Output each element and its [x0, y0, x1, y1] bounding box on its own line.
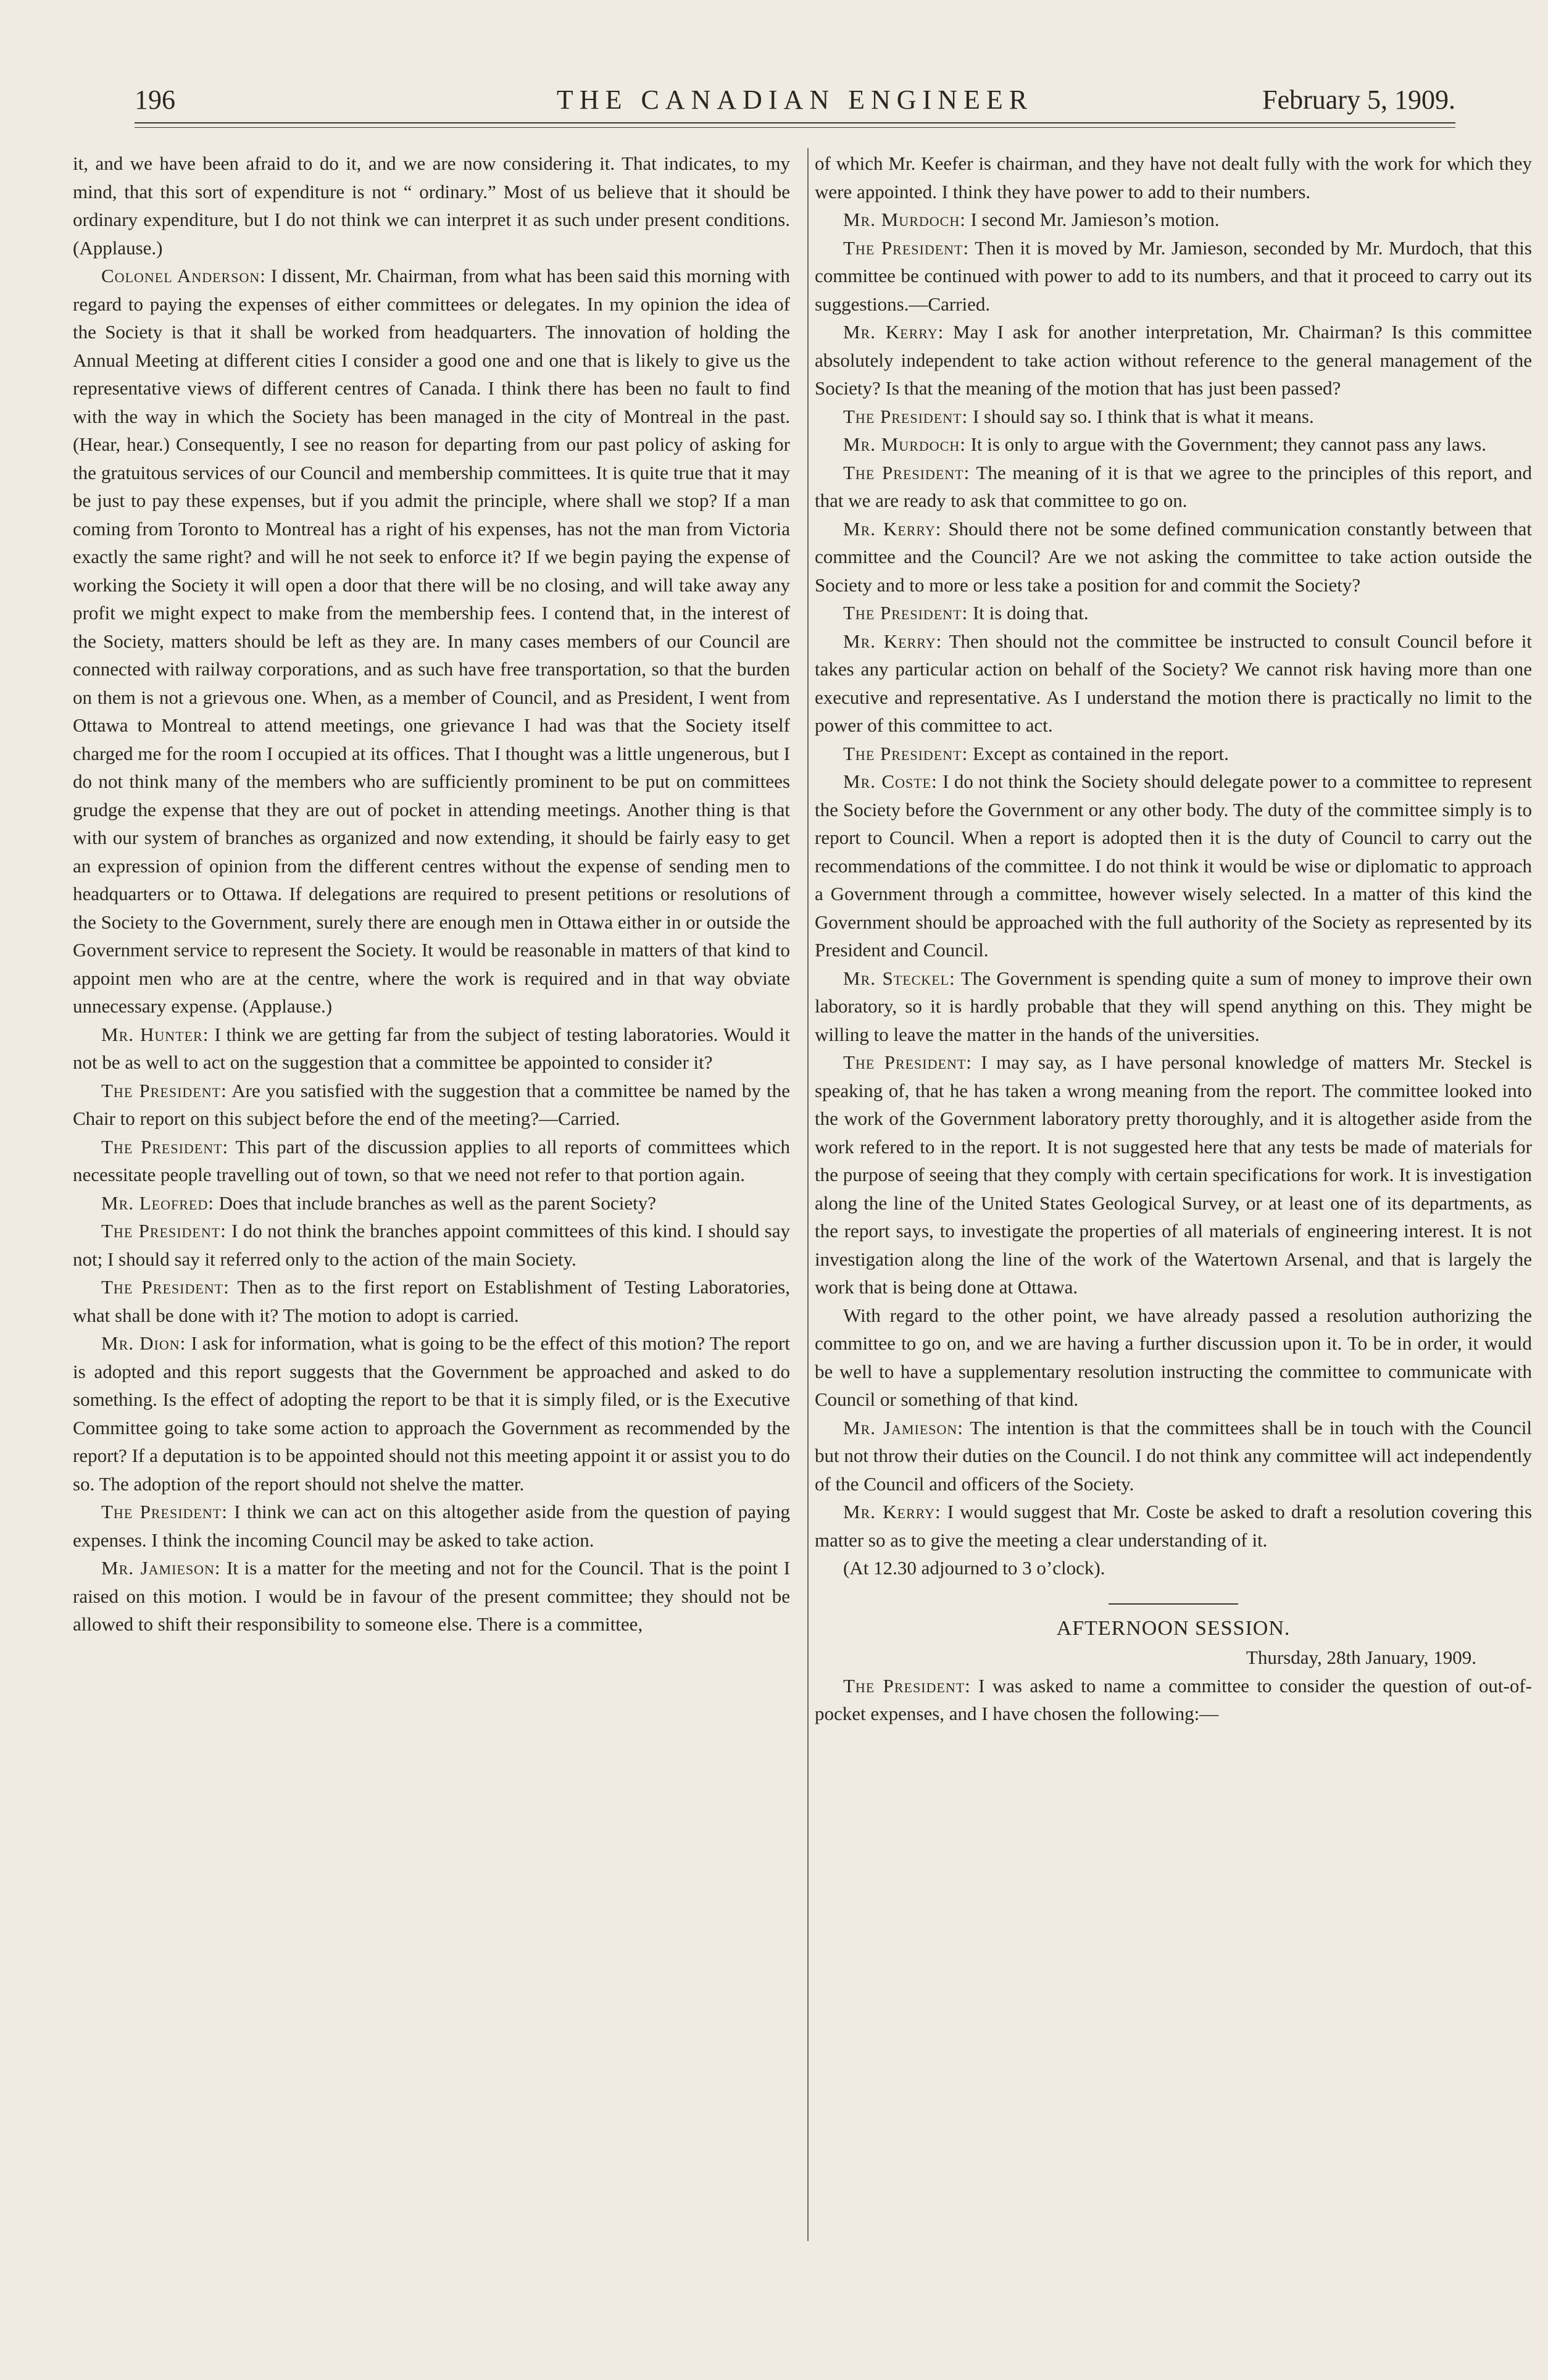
paragraph-text: it, and we have been afraid to do it, and we are now considering it. That indicates, to my mind, that this sort of expenditure is not “ ordinary.” Most of us believe that it should be ordinary expenditure, but I do not think we can interpret it as such under present conditions. (Applause.): [73, 152, 790, 259]
speaker-name: Mr. Hunter:: [101, 1023, 209, 1045]
page-header: [135, 79, 1455, 123]
paragraph: [73, 1498, 790, 1554]
speaker-name: Mr. Kerry:: [843, 630, 943, 652]
paragraph-text: I would suggest that Mr. Coste be asked to draft a resolution covering this matter so as to give the meeting a clear understanding of it.: [815, 1501, 1532, 1551]
speaker-name: The President:: [843, 405, 968, 427]
paragraph: [815, 234, 1532, 319]
paragraph: [815, 627, 1532, 740]
speaker-name: Mr. Murdoch:: [843, 209, 966, 230]
paragraph-text: With regard to the other point, we have already passed a resolution authorizing the committee to go on, and we are having a further discussion upon it. To be in order, it would be well to have a supplementary resolution instructing the committee to communicate with Council or something of that kind.: [815, 1304, 1532, 1410]
paragraph: [815, 1672, 1532, 1728]
speaker-name: The President:: [101, 1220, 227, 1242]
session-date: Thursday, 28th January, 1909.: [1246, 1647, 1476, 1668]
paragraph: [815, 767, 1532, 964]
paragraph-text: I ask for information, what is going to be the effect of this motion? The report is adopted and this report suggests that the Government be approached and asked to do something. Is the effect of adopting the report to be that it is simply filed, or is the Executive Committee going to take some action to approach the Government as recommended by the report? If a deputation is to be appointed should not this meeting appoint it or assist you to do so. The adoption of the report should not shelve the matter.: [73, 1332, 790, 1495]
paragraph: [73, 1273, 790, 1329]
paragraph-text: The Government is spending quite a sum of money to improve their own laboratory, so it is hardly probable that they will spend anything on this. They might be willing to leave the matter in the hands of the universities.: [815, 967, 1532, 1045]
paragraph-text: May I ask for another interpretation, Mr. Chairman? Is this committee absolutely independent to take action without reference to the general management of the Society? Is that the meaning of the motion that has just been passed?: [815, 321, 1532, 399]
paragraph-text: Does that include branches as well as the parent Society?: [218, 1192, 657, 1214]
speaker-name: The President:: [101, 1276, 230, 1298]
paragraph-text: The intention is that the committees shall be in touch with the Council but not throw their duties on the Council. I do not think any committee will act independently of the Council and officers of the Society.: [815, 1416, 1532, 1495]
speaker-name: The President:: [101, 1135, 229, 1158]
paragraph: [73, 1077, 790, 1133]
speaker-name: Mr. Jamieson:: [101, 1557, 221, 1579]
speaker-name: Mr. Kerry:: [843, 517, 942, 540]
speaker-name: Mr. Jamieson:: [843, 1416, 963, 1438]
speaker-name: Colonel Anderson:: [101, 265, 266, 286]
paragraph: [815, 1554, 1532, 1582]
right-column: [815, 149, 1532, 2248]
paragraph-text: Then as to the first report on Establishment of Testing Laboratories, what shall be done with it? The motion to adopt is carried.: [73, 1276, 790, 1326]
speaker-name: The President:: [101, 1501, 228, 1522]
section-divider: [1109, 1603, 1238, 1605]
paragraph: [815, 430, 1532, 459]
speaker-name: Mr. Coste:: [843, 770, 938, 792]
paragraph-text: I think we can act on this altogether aside from the question of paying expenses. I think the incoming Council may be asked to take action.: [73, 1501, 790, 1551]
paragraph: [815, 599, 1532, 627]
paragraph-text: I dissent, Mr. Chairman, from what has been said this morning with regard to paying the expenses of either committees or delegates. In my opinion the idea of the Society is that it shall be worked from headquarters. The innovation of holding the Annual Meeting at different cities I consider a good one and one that is likely to give us the representative views of different centres of Canada. I think there has been no fault to find with the way in which the Society has been managed in the city of Montreal in the past. (Hear, hear.) Consequently, I see no reason for departing from our past policy of asking for the gratuitous services of our Council and membership committees. It is quite true that it may be just to pay these expenses, but if you admit the principle, where shall we stop? If a man coming from Toronto to Montreal has a right of his expenses, has not the man from Victoria exactly the same right? and will he not seek to enforce it? If we begin paying the expense of working the Society it will open a door that there will be no closing, and will take away any profit we might expect to make from the membership fees. I contend that, in the interest of the Society, matters should be left as they are. In many cases members of our Council are connected with railway corporations, and as such have free transportation, so that the burden on them is not a grievous one. When, as a member of Council, and as President, I went from Ottawa to Montreal to attend meetings, one grievance I had was that the Society itself charged me for the room I occupied at its offices. That I thought was a little ungenerous, but I do not think many of the members who are sufficiently prominent to be put on committees grudge the expense that they are out of pocket in attending meetings. Another thing is that with our system of branches as organized and now extending, it should be fairly easy to get an expression of opinion from the different centres without the expense of sending men to headquarters or to Ottawa. If delegations are required to present petitions or resolutions of the Society to the Government, surely there are enough men in Ottawa either in or outside the Government service to represent the Society. It would be reasonable in matters of that kind to appoint men who are at the centre, where the work is required and in that way obviate unnecessary expense. (Applause.): [73, 265, 790, 1017]
paragraph: [815, 459, 1532, 515]
paragraph: [815, 206, 1532, 234]
paragraph: [815, 318, 1532, 403]
paragraph-text: I think we are getting far from the subject of testing laboratories. Would it not be as well to act on the suggestion that a committee be appointed to consider it?: [73, 1023, 790, 1073]
paragraph-text: It is doing that.: [972, 602, 1089, 624]
paragraph: [73, 262, 790, 1021]
paragraph: [815, 1414, 1532, 1498]
speaker-name: The President:: [843, 742, 968, 764]
column-divider: [807, 148, 809, 2241]
paragraph: [815, 1498, 1532, 1554]
paragraph: [815, 515, 1532, 599]
paragraph: [73, 1329, 790, 1498]
paragraph-text: I should say so. I think that is what it means.: [972, 405, 1314, 427]
paragraph: [73, 1021, 790, 1077]
paragraph: [815, 1301, 1532, 1414]
paragraph-text: I may say, as I have personal knowledge of matters Mr. Steckel is speaking of, that he has taken a wrong meaning from the report. The committee looked into the work of the Government laboratory pretty thoroughly, and it is altogether aside from the work refered to in the report. It is not suggested here that any tests be made of materials for the purpose of seeing that they comply with certain specifications for work. It is investigation along the line of the United States Geological Survey, or at least one of its departments, as the report says, to investigate the properties of all materials of engineering interest. It is not investigation along the line of the work of the Watertown Arsenal, and that is largely the work that is being done at Ottawa.: [815, 1051, 1532, 1298]
speaker-name: The President:: [843, 236, 970, 259]
speaker-name: Mr. Kerry:: [843, 1501, 941, 1522]
paragraph: [815, 149, 1532, 206]
paragraph-text: Then it is moved by Mr. Jamieson, seconded by Mr. Murdoch, that this committee be continued with power to add to its numbers, and that it proceed to carry out its suggestions.—Carried.: [815, 236, 1532, 315]
paragraph-text: It is a matter for the meeting and not for the Council. That is the point I raised on this motion. I would be in favour of the present committee; they should not be allowed to shift their responsibility to someone else. There is a committee,: [73, 1557, 790, 1635]
paragraph-text: Should there not be some defined communication constantly between that committee and the Council? Are we not asking the committee to take action outside the Society and to more or less take a position for and commit the Society?: [815, 517, 1532, 596]
speaker-name: Mr. Steckel:: [843, 967, 955, 989]
speaker-name: The President:: [843, 461, 970, 483]
paragraph: [815, 1048, 1532, 1301]
speaker-name: Mr. Murdoch:: [843, 433, 966, 455]
speaker-name: Mr. Dion:: [101, 1332, 186, 1354]
paragraph-text: I do not think the Society should delegate power to a committee to represent the Society before the Government or any other body. The duty of the committee simply is to report to Council. When a report is adopted then it is the duty of Council to carry out the recommendations of the committee. I do not think it would be wise or diplomatic to approach a Government through a committee, however wisely selected. In a matter of this kind the Government should be approached with the full authority of the Society as represented by its President and Council.: [815, 770, 1532, 961]
paragraph-text: Except as contained in the report.: [972, 742, 1229, 764]
paragraph: [815, 403, 1532, 431]
paragraph: [73, 149, 790, 262]
paragraph: [73, 1217, 790, 1273]
header-rule: [135, 122, 1455, 123]
afternoon-session-heading: AFTERNOON SESSION.: [1056, 1616, 1291, 1640]
speaker-name: The President:: [843, 602, 968, 624]
speaker-name: Mr. Leofred:: [101, 1192, 214, 1214]
speaker-name: The President:: [843, 1051, 972, 1073]
speaker-name: Mr. Kerry:: [843, 321, 944, 343]
paragraph-text: This part of the discussion applies to all reports of committees which necessitate people travelling out of town, so that we need not refer to that portion again.: [73, 1135, 790, 1185]
paragraph: [815, 740, 1532, 768]
paragraph-text: I do not think the branches appoint committees of this kind. I should say not; I should say it referred only to the action of the main Society.: [73, 1220, 790, 1270]
paragraph-text: Then should not the committee be instructed to consult Council before it takes any particular action on behalf of the Society? We cannot risk having more than one executive and representative. As I understand the motion there is practically no limit to the power of this committee to act.: [815, 630, 1532, 736]
paragraph-text: Are you satisfied with the suggestion that a committee be named by the Chair to report on this subject before the end of the meeting?—Carried.: [73, 1079, 790, 1129]
paragraph: [73, 1554, 790, 1639]
paragraph: [815, 964, 1532, 1049]
paragraph-text: (At 12.30 adjourned to 3 o’clock).: [843, 1557, 1105, 1579]
paragraph-text: I second Mr. Jamieson’s motion.: [970, 209, 1220, 230]
page-number: 196: [135, 85, 175, 115]
journal-title: THE CANADIAN ENGINEER: [556, 85, 1034, 115]
header-rule-thin: [135, 127, 1455, 128]
speaker-name: The President:: [101, 1079, 227, 1101]
issue-date: February 5, 1909.: [1262, 85, 1455, 115]
paragraph-text: It is only to argue with the Government; they cannot pass any laws.: [970, 433, 1486, 455]
speaker-name: The President:: [843, 1674, 971, 1697]
paragraph: [73, 1133, 790, 1189]
paragraph-text: I was asked to name a committee to consider the question of out-of-pocket expenses, and I have chosen the following:—: [815, 1674, 1532, 1724]
paragraph-text: of which Mr. Keefer is chairman, and they have not dealt fully with the work for which they were appointed. I think they have power to add to their numbers.: [815, 152, 1532, 203]
paragraph: [73, 1189, 790, 1217]
left-column: [73, 149, 790, 2248]
paragraph-text: The meaning of it is that we agree to the principles of this report, and that we are ready to ask that committee to go on.: [815, 461, 1532, 511]
